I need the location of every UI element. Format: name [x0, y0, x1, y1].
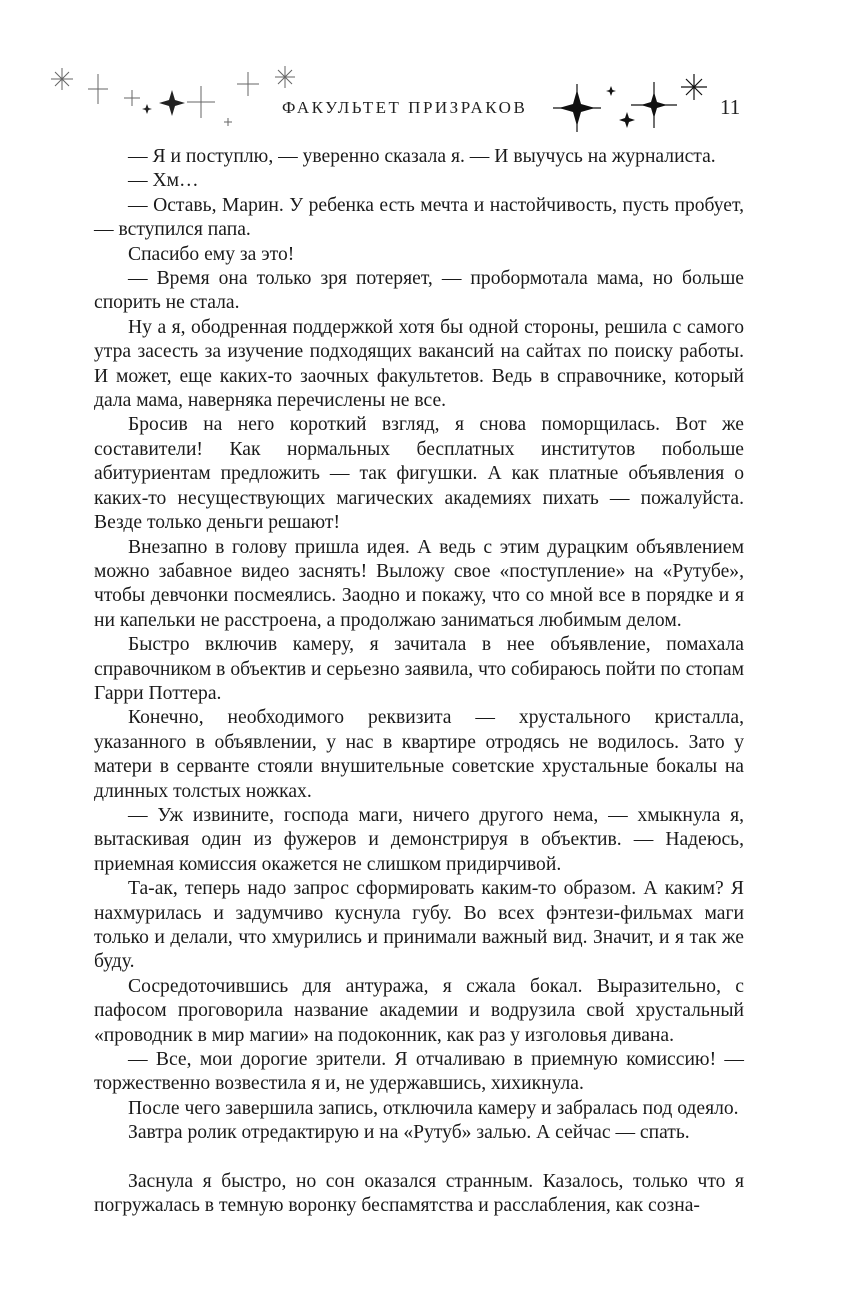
paragraph: Завтра ролик отредактирую и на «Рутуб» залью. А сейчас — спать. — [128, 1122, 690, 1144]
page-number: 11 — [720, 95, 741, 119]
running-title: ФАКУЛЬТЕТ ПРИЗРАКОВ — [282, 98, 528, 117]
paragraph: — Время она только зря потеряет, — пробормотала мама, но больше спорить не стала. — [94, 268, 744, 314]
paragraph: Спасибо ему за это! — [128, 243, 295, 265]
body-text — [94, 145, 744, 1219]
paragraph: Ну а я, ободренная поддержкой хотя бы одной стороны, решила с самого утра засесть за изучение подходящих вакансий на сайтах по поиску работы. И может, еще каких-то заочных факультетов. Ведь в справочнике, который дала мама, наверняка перечислены не все. — [94, 316, 744, 412]
paragraph: Быстро включив камеру, я зачитала в нее объявление, помахала справочником в объектив и серьезно заявила, что собираюсь пойти по стопам Гарри Поттера. — [94, 634, 744, 704]
paragraph: Заснула я быстро, но сон оказался странным. Казалось, только что я погружалась в темную воронку беспамятства и расслабления, как созна- — [94, 1171, 744, 1217]
paragraph: Конечно, необходимого реквизита — хрустального кристалла, указанного в объявлении, у нас в квартире отродясь не водилось. Зато у матери в серванте стояли внушительные советские хрустальные бокалы на длинных толстых ножках. — [94, 707, 744, 802]
paragraph: Сосредоточившись для антуража, я сжала бокал. Выразительно, с пафосом проговорила название академии и водрузила свой хрустальный «проводник в мир магии» на подоконник, как раз у изголовья дивана. — [94, 975, 744, 1046]
paragraph: — Хм… — [128, 170, 199, 192]
paragraph: После чего завершила запись, отключила камеру и забралась под одеяло. — [128, 1097, 739, 1119]
paragraph: — Оставь, Марин. У ребенка есть мечта и настойчивость, пусть пробует, — вступился папа. — [94, 194, 744, 241]
paragraph: Та-ак, теперь надо запрос сформировать каким-то образом. А каким? Я нахмурилась и задумчиво куснула губу. Во всех фэнтези-фильмах маги только и делали, что хмурились и принимали важный вид. Значит, и я так же буду. — [94, 878, 744, 973]
paragraph: — Уж извините, господа маги, ничего другого нема, — хмыкнула я, вытаскивая один из фужеров и демонстрируя в объектив. — Надеюсь, приемная комиссия окажется не слишком придирчивой. — [94, 804, 744, 875]
paragraph: — Все, мои дорогие зрители. Я отчаливаю в приемную комиссию! — торжественно возвестила я и, не удержавшись, хихикнула. — [94, 1049, 744, 1095]
paragraph: — Я и поступлю, — уверенно сказала я. — И выучусь на журналиста. — [128, 146, 716, 167]
page-header — [0, 60, 844, 140]
paragraph: Внезапно в голову пришла идея. А ведь с этим дурацким объявлением можно забавное видео заснять! Выложу свое «поступление» на «Рутубе», чтобы девчонки посмеялись. Заодно и покажу, что со мной все в порядке и я ни капельки не расстроена, а продолжаю заниматься любимым делом. — [94, 536, 744, 631]
paragraph: Бросив на него короткий взгляд, я снова поморщилась. Вот же составители! Как нормальных бесплатных институтов побольше абитуриентам предложить — так фигушки. А как платные объявления о каких-то несуществующих магических академиях пихать — пожалуйста. Везде только деньги решают! — [94, 414, 744, 534]
